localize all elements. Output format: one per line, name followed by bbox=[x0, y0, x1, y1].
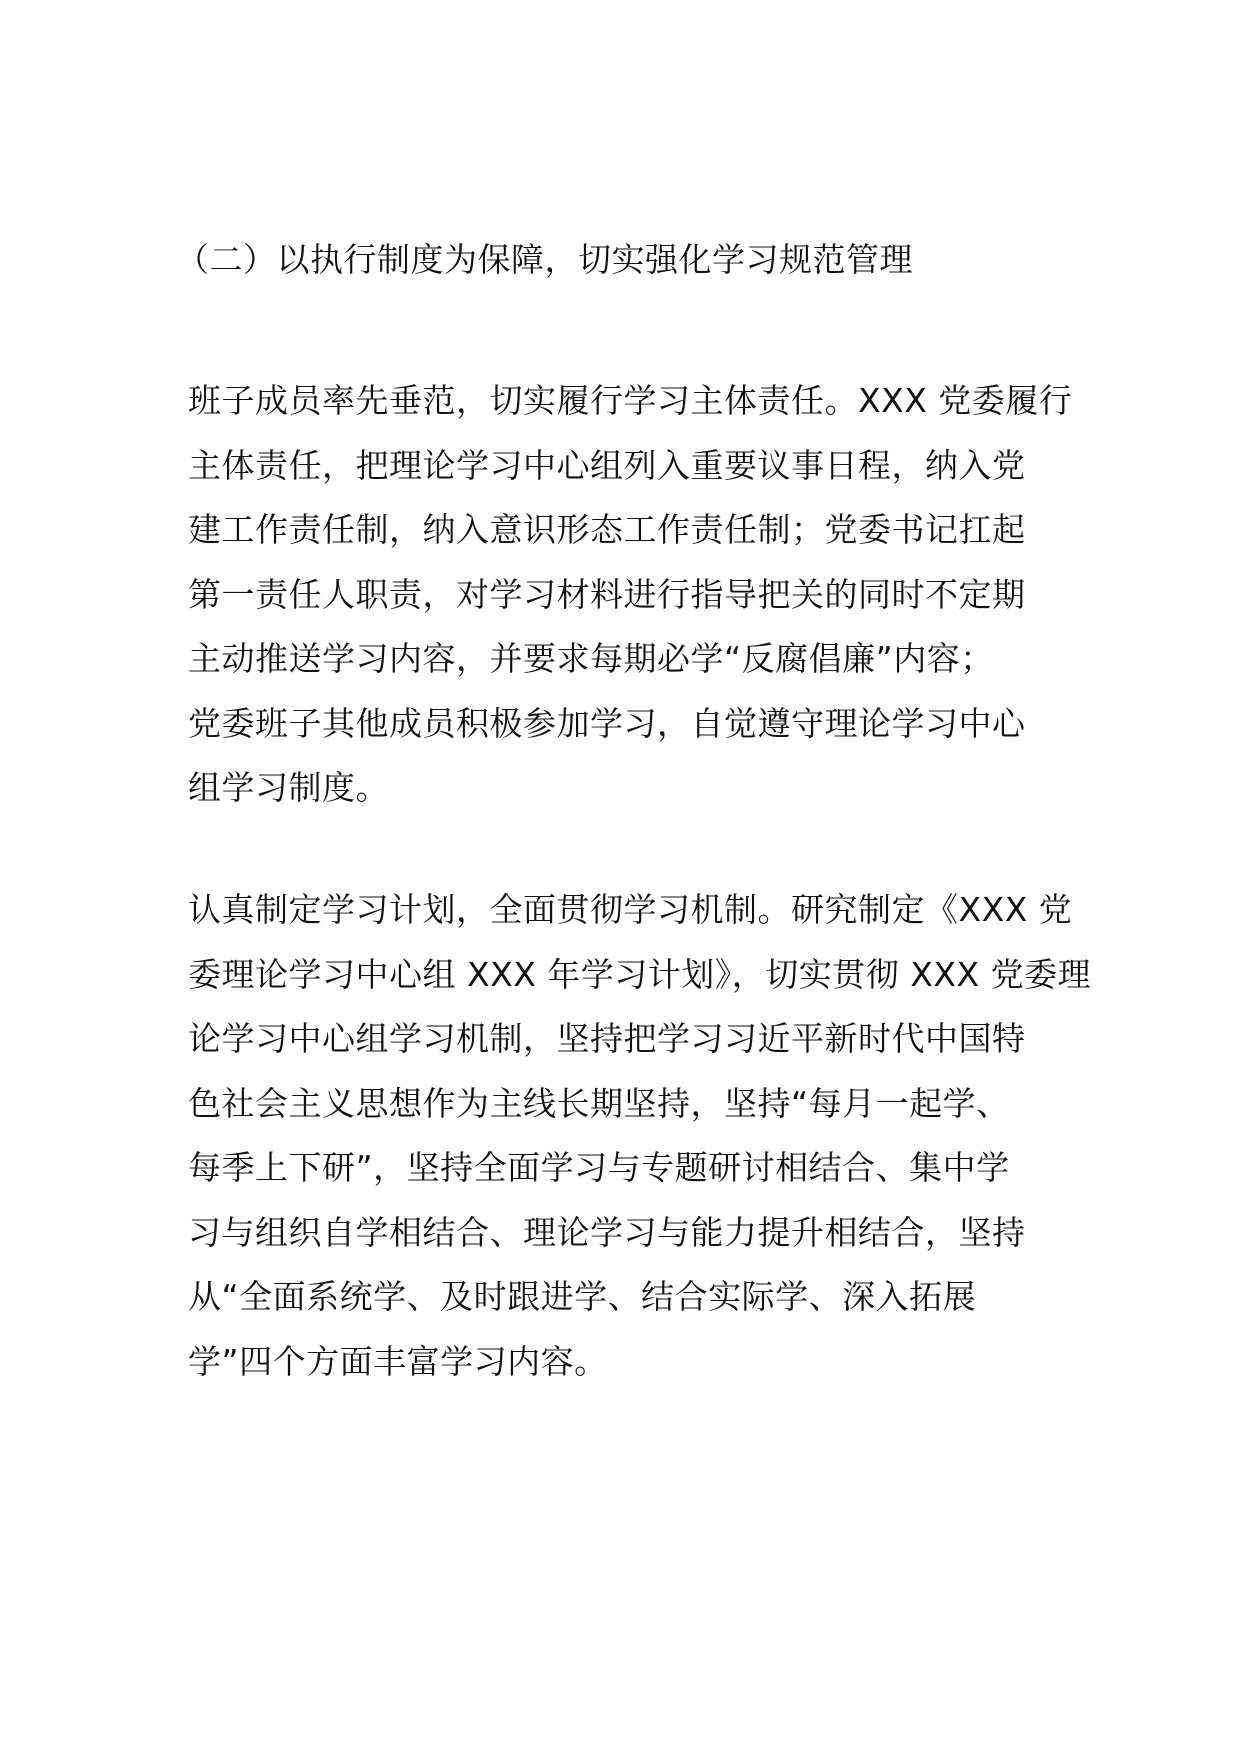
paragraph-line: 党委班子其他成员积极参加学习，自觉遵守理论学习中心 bbox=[188, 703, 1026, 743]
paragraph-line: 从“全面系统学、及时跟进学、结合实际学、深入拓展 bbox=[188, 1277, 977, 1316]
paragraph-line: 认真制定学习计划，全面贯彻学习机制。研究制定《XXX 党 bbox=[188, 890, 1073, 929]
section-heading: （二）以执行制度为保障，切实强化学习规范管理 bbox=[176, 240, 913, 279]
paragraph-line: 建工作责任制，纳入意识形态工作责任制；党委书记扛起 bbox=[188, 510, 1026, 549]
paragraph-line: 委理论学习中心组 XXX 年学习计划》，切实贯彻 XXX 党委理 bbox=[188, 954, 1092, 994]
paragraph-line: 每季上下研”，坚持全面学习与专题研讨相结合、集中学 bbox=[188, 1148, 1010, 1187]
paragraph-line: 主体责任，把理论学习中心组列入重要议事日程，纳入党 bbox=[188, 445, 1026, 485]
paragraph-line: 主动推送学习内容，并要求每期必学“反腐倡廉”内容； bbox=[188, 639, 994, 678]
paragraph-study-plan bbox=[188, 878, 1092, 1394]
paragraph-line: 色社会主义思想作为主线长期坚持，坚持“每月一起学、 bbox=[188, 1083, 1010, 1123]
paragraph-responsibility bbox=[188, 369, 1073, 821]
paragraph-line: 第一责任人职责，对学习材料进行指导把关的同时不定期 bbox=[188, 574, 1026, 614]
paragraph-line: 学”四个方面丰富学习内容。 bbox=[188, 1341, 608, 1381]
paragraph-line: 班子成员率先垂范，切实履行学习主体责任。XXX 党委履行 bbox=[188, 381, 1073, 420]
paragraph-line: 习与组织自学相结合、理论学习与能力提升相结合，坚持 bbox=[188, 1212, 1026, 1252]
paragraph-line: 论学习中心组学习机制，坚持把学习习近平新时代中国特 bbox=[188, 1019, 1026, 1058]
paragraph-line: 组学习制度。 bbox=[188, 768, 389, 807]
